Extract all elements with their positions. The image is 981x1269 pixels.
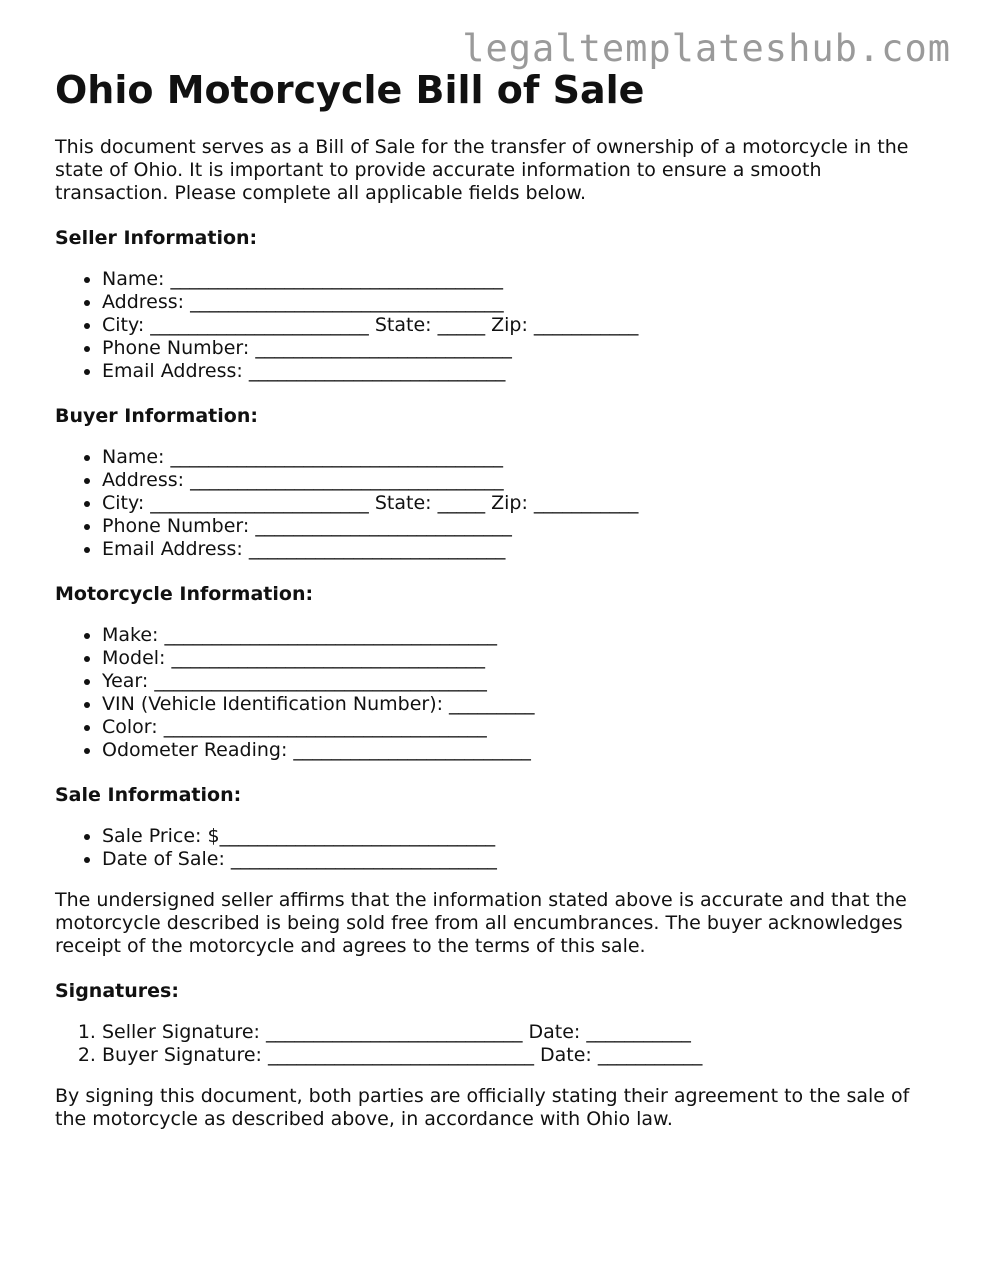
affirmation-paragraph: The undersigned seller affirms that the information stated above is accurate and that the motorcycle described is being sold free from all encumbrances. The buyer acknowledges receipt of the motorcycle and agrees to the terms of this sale.	[55, 888, 907, 957]
motorcycle-fields	[55, 624, 935, 762]
year-field[interactable]: • Year: ___________________________________	[102, 670, 935, 693]
seller-city-state-zip-field[interactable]: • City: _______________________ State: _____ Zip: ___________	[102, 314, 935, 337]
buyer-heading: Buyer Information:	[55, 404, 258, 427]
seller-heading: Seller Information:	[55, 226, 258, 249]
sale-date-field[interactable]: • Date of Sale: ____________________________	[102, 848, 935, 871]
sale-heading: Sale Information:	[55, 783, 242, 806]
sale-price-field[interactable]: • Sale Price: $_____________________________	[102, 825, 935, 848]
buyer-email-field[interactable]: • Email Address: ___________________________	[102, 538, 935, 561]
document-body	[55, 70, 935, 1149]
signature-fields	[55, 1021, 935, 1067]
buyer-signature-field[interactable]: 2. Buyer Signature: ____________________________ Date: ___________	[102, 1044, 935, 1067]
make-field[interactable]: • Make: ___________________________________	[102, 624, 935, 647]
model-field[interactable]: • Model: _________________________________	[102, 647, 935, 670]
seller-name-field[interactable]: • Name: ___________________________________	[102, 268, 935, 291]
seller-signature-field[interactable]: 1. Seller Signature: ___________________________ Date: ___________	[102, 1021, 935, 1044]
sale-fields	[55, 825, 935, 871]
closing-paragraph: By signing this document, both parties are officially stating their agreement to the sale of the motorcycle as described above, in accordance with Ohio law.	[55, 1084, 910, 1130]
buyer-city-state-zip-field[interactable]: • City: _______________________ State: _____ Zip: ___________	[102, 492, 935, 515]
document-title: Ohio Motorcycle Bill of Sale	[55, 68, 645, 112]
signatures-heading: Signatures:	[55, 979, 179, 1002]
buyer-phone-field[interactable]: • Phone Number: ___________________________	[102, 515, 935, 538]
vin-field[interactable]: • VIN (Vehicle Identification Number): _________	[102, 693, 935, 716]
site-watermark: legaltemplateshub.com	[462, 27, 951, 70]
motorcycle-heading: Motorcycle Information:	[55, 582, 314, 605]
buyer-fields	[55, 446, 935, 561]
odometer-field[interactable]: • Odometer Reading: _________________________	[102, 739, 935, 762]
buyer-address-field[interactable]: • Address: _________________________________	[102, 469, 935, 492]
intro-paragraph: This document serves as a Bill of Sale for the transfer of ownership of a motorcycle in the state of Ohio. It is important to provide accurate information to ensure a smooth transaction. Please complete all applicable fields below.	[55, 135, 909, 204]
seller-fields	[55, 268, 935, 383]
color-field[interactable]: • Color: __________________________________	[102, 716, 935, 739]
seller-email-field[interactable]: • Email Address: ___________________________	[102, 360, 935, 383]
buyer-name-field[interactable]: • Name: ___________________________________	[102, 446, 935, 469]
seller-address-field[interactable]: • Address: _________________________________	[102, 291, 935, 314]
seller-phone-field[interactable]: • Phone Number: ___________________________	[102, 337, 935, 360]
